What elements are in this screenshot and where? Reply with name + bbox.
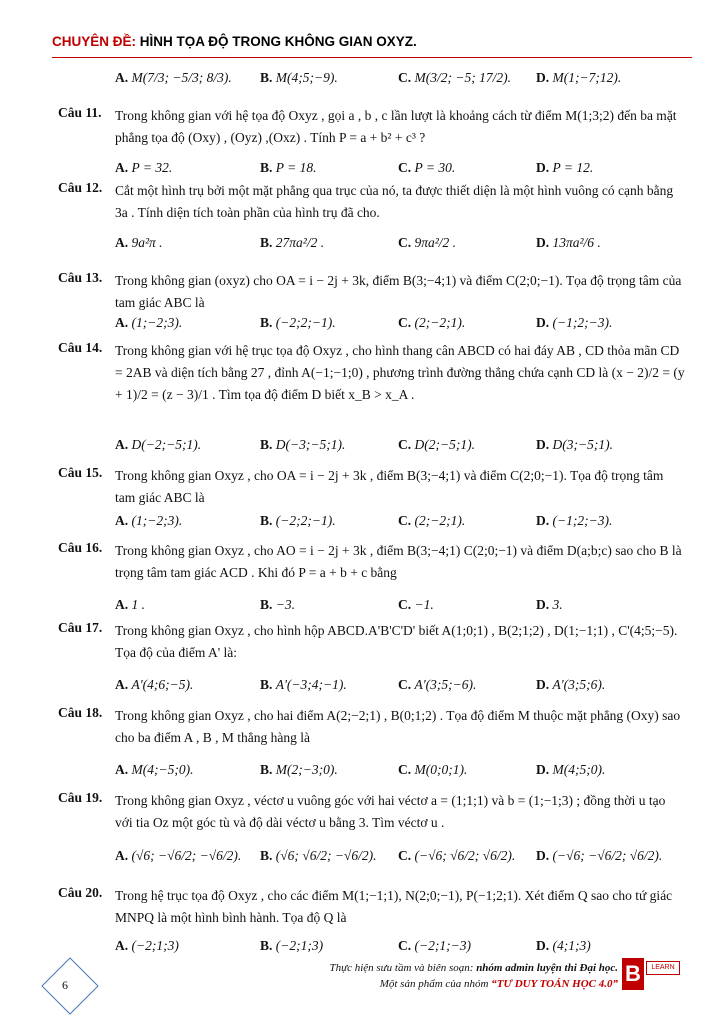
answer-option: A. (1;−2;3). <box>115 315 183 330</box>
blearn-logo <box>622 958 678 990</box>
question-text: Trong không gian Oxyz , cho AO = i − 2j + 3k , điểm B(3;−4;1) C(2;0;−1) và điểm D(a;b;c) sao cho B là trọng tâm tam giác ACD . Khi đó P = a + b + c bằng <box>115 543 682 580</box>
question-text: Trong không gian Oxyz , cho OA = i − 2j + 3k , điểm B(3;−4;1) và điểm C(2;0;−1). Tọa độ trọng tâm tam giác ABC là <box>115 468 664 505</box>
answer-option: D. M(4;5;0). <box>536 762 606 777</box>
answer-option: A. P = 32. <box>115 160 173 175</box>
answer-option: C. (−√6; √6/2; √6/2). <box>398 848 516 863</box>
answer-options <box>115 938 695 960</box>
answer-option: D. P = 12. <box>536 160 594 175</box>
page-number: 6 <box>62 978 68 992</box>
page-number-badge <box>40 956 100 1016</box>
option-text: M(1;−7;12). <box>552 70 622 85</box>
answer-option: B. 27πa²/2 . <box>260 235 325 250</box>
answer-options <box>115 762 695 784</box>
option-label: A. <box>115 70 129 85</box>
answer-option: B. P = 18. <box>260 160 317 175</box>
answer-option: D. (−√6; −√6/2; √6/2). <box>536 848 663 863</box>
answer-option: A. (√6; −√6/2; −√6/2). <box>115 848 242 863</box>
option-text: M(3/2; −5; 17/2). <box>414 70 511 85</box>
answer-options <box>115 235 695 257</box>
question-number: Câu 18. <box>58 705 103 720</box>
answer-option: C. (−2;1;−3) <box>398 938 471 953</box>
question-number: Câu 17. <box>58 620 103 635</box>
answer-option: A. A'(4;6;−5). <box>115 677 194 692</box>
q10-options <box>115 70 695 92</box>
question-number: Câu 16. <box>58 540 103 555</box>
answer-option: B. (−2;1;3) <box>260 938 324 953</box>
answer-option: A. M(4;−5;0). <box>115 762 194 777</box>
footer-product-prefix: Một sản phẩm của nhóm <box>379 978 492 990</box>
question-text: Trong hệ trục tọa độ Oxyz , cho các điểm M(1;−1;1), N(2;0;−1), P(−1;2;1). Xét điểm Q sao cho tứ giác MNPQ là một hình bình hành. Tọa độ Q là <box>115 888 673 925</box>
question-number: Câu 20. <box>58 885 103 900</box>
answer-option: C. (2;−2;1). <box>398 513 466 528</box>
answer-options <box>115 597 695 619</box>
answer-option: C. A'(3;5;−6). <box>398 677 477 692</box>
question-number: Câu 14. <box>58 340 103 355</box>
option-label: C. <box>398 70 412 85</box>
question-number: Câu 12. <box>58 180 103 195</box>
answer-options <box>115 513 695 535</box>
page-corner-icon <box>40 956 100 1016</box>
answer-option: B. (−2;2;−1). <box>260 513 336 528</box>
answer-option: A. 9a²π . <box>115 235 163 250</box>
answer-options <box>115 315 695 337</box>
question-number: Câu 19. <box>58 790 103 805</box>
footer-credit-prefix: Thực hiện sưu tầm và biên soạn: <box>329 962 477 974</box>
answer-option: D. A'(3;5;6). <box>536 677 606 692</box>
answer-option: B. (−2;2;−1). <box>260 315 336 330</box>
question-text: Trong không gian Oxyz , véctơ u vuông góc với hai véctơ a = (1;1;1) và b = (1;−1;3) ; đồng thời u tạo với tia Oz một góc tù và độ dài véctơ u bằng 3. Tìm véctơ u . <box>115 793 666 830</box>
answer-option: D. (4;1;3) <box>536 938 591 953</box>
question-text: Trong không gian Oxyz , cho hình hộp ABCD.A'B'C'D' biết A(1;0;1) , B(2;1;2) , D(1;−1;1) , C'(4;5;−5). Tọa độ của điểm A' là: <box>115 623 678 660</box>
answer-option: D. (−1;2;−3). <box>536 513 613 528</box>
answer-option: A. (1;−2;3). <box>115 513 183 528</box>
header-title: HÌNH TỌA ĐỘ TRONG KHÔNG GIAN OXYZ. <box>136 34 417 49</box>
answer-option: D. (−1;2;−3). <box>536 315 613 330</box>
answer-option: D. D(3;−5;1). <box>536 437 613 452</box>
answer-option: C. (2;−2;1). <box>398 315 466 330</box>
answer-option: A. (−2;1;3) <box>115 938 179 953</box>
answer-option: B. M(2;−3;0). <box>260 762 338 777</box>
header-divider <box>52 57 692 58</box>
answer-options <box>115 160 695 182</box>
answer-options <box>115 437 695 459</box>
option-text: M(4;5;−9). <box>275 70 338 85</box>
question-number: Câu 15. <box>58 465 103 480</box>
question-text: Trong không gian Oxyz , cho hai điểm A(2;−2;1) , B(0;1;2) . Tọa độ điểm M thuộc mặt phẳng (Oxy) sao cho ba điểm A , B , M thẳng hàng là <box>115 708 681 745</box>
logo-text: LEARN <box>646 961 680 975</box>
logo-letter: B <box>622 958 644 990</box>
answer-option: C. P = 30. <box>398 160 456 175</box>
answer-options <box>115 848 695 870</box>
footer-credit <box>329 962 618 974</box>
option-text: M(7/3; −5/3; 8/3). <box>131 70 232 85</box>
answer-options <box>115 677 695 699</box>
answer-option: C. 9πa²/2 . <box>398 235 457 250</box>
footer-credit-bold: nhóm admin luyện thi Đại học. <box>476 962 618 974</box>
answer-option: D. 3. <box>536 597 563 612</box>
answer-option: A. D(−2;−5;1). <box>115 437 202 452</box>
answer-option: C. M(0;0;1). <box>398 762 468 777</box>
question-text: Trong không gian với hệ trục tọa độ Oxyz , cho hình thang cân ABCD có hai đáy AB , CD thỏa mãn CD = 2AB và diện tích bằng 27 , đỉnh A(−1;−1;0) , phương trình đường thẳng chứa cạnh CD là (x − 2)/2 = (y + 1)/2 = (z − 3)/1 . Tìm tọa độ điểm D biết x_B > x_A . <box>115 343 685 402</box>
question-number: Câu 13. <box>58 270 103 285</box>
answer-option: B. D(−3;−5;1). <box>260 437 346 452</box>
answer-option: A. 1 . <box>115 597 145 612</box>
header-prefix: CHUYÊN ĐỀ: <box>52 34 137 49</box>
answer-option: B. (√6; √6/2; −√6/2). <box>260 848 377 863</box>
footer-product-bold: “TƯ DUY TOÁN HỌC 4.0” <box>491 978 618 990</box>
answer-option: C. D(2;−5;1). <box>398 437 475 452</box>
option-label: D. <box>536 70 550 85</box>
option-label: B. <box>260 70 273 85</box>
answer-option: B. −3. <box>260 597 296 612</box>
question-text: Trong không gian với hệ tọa độ Oxyz , gọi a , b , c lần lượt là khoảng cách từ điểm M(1;3;2) đến ba mặt phẳng tọa độ (Oxy) , (Oyz) ,(Oxz) . Tính P = a + b² + c³ ? <box>115 108 677 145</box>
question-text: Cắt một hình trụ bởi một mặt phẳng qua trục của nó, ta được thiết diện là một hình vuông có cạnh bằng 3a . Tính diện tích toàn phần của hình trụ đã cho. <box>115 183 674 220</box>
page-header <box>52 34 692 56</box>
answer-option: C. −1. <box>398 597 434 612</box>
question-number: Câu 11. <box>58 105 102 120</box>
footer-product <box>380 978 618 990</box>
answer-option: B. A'(−3;4;−1). <box>260 677 347 692</box>
question-text: Trong không gian (oxyz) cho OA = i − 2j + 3k, điểm B(3;−4;1) và điểm C(2;0;−1). Tọa độ trọng tâm của tam giác ABC là <box>115 273 682 310</box>
answer-option: D. 13πa²/6 . <box>536 235 601 250</box>
